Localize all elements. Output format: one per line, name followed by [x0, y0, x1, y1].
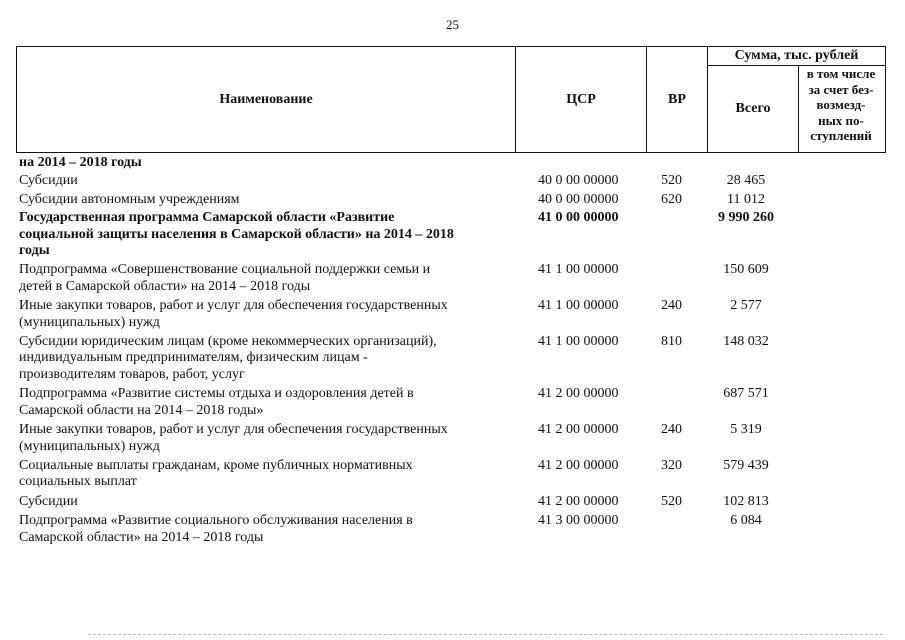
- row-name: [19, 334, 509, 383]
- row-sum: 150 609: [723, 262, 769, 278]
- row-csr: 41 2 00 00000: [538, 493, 619, 509]
- row-sum: 2 577: [730, 298, 762, 314]
- row-name-line: Государственная программа Самарской области «Развитие: [19, 210, 395, 226]
- row-name-line: Субсидии: [19, 493, 78, 509]
- table-row: [0, 494, 905, 510]
- page-divider: [88, 634, 883, 635]
- header-name: Наименование: [219, 91, 313, 107]
- row-sum: 28 465: [726, 173, 766, 189]
- table-row: [0, 262, 905, 295]
- row-name: [19, 210, 509, 259]
- row-sum: 11 012: [727, 191, 765, 207]
- table-row: [0, 458, 905, 491]
- row-sum: 148 032: [723, 334, 769, 350]
- row-name-line: социальной защиты населения в Самарской области» на 2014 – 2018: [19, 226, 454, 242]
- table-row: [0, 210, 905, 259]
- row-name-line: детей в Самарской области» на 2014 – 2018 годы: [19, 278, 311, 294]
- header-note-line: возмезд-: [816, 97, 866, 112]
- row-name-line: производителям товаров, работ, услуг: [19, 366, 245, 382]
- header-sum-group: Сумма, тыс. рублей: [708, 47, 885, 66]
- row-sum: 9 990 260: [718, 210, 774, 226]
- row-name: [19, 262, 509, 295]
- row-csr: 41 2 00 00000: [538, 386, 619, 402]
- row-vr: 240: [661, 422, 682, 438]
- row-name-line: (муниципальных) нужд: [19, 438, 160, 454]
- row-sum: 579 439: [723, 457, 769, 473]
- row-csr: 40 0 00 00000: [538, 173, 619, 189]
- row-name-line: (муниципальных) нужд: [19, 314, 160, 330]
- row-csr: 41 1 00 00000: [538, 298, 619, 314]
- row-name-line: социальных выплат: [19, 474, 137, 490]
- table-header: [16, 46, 886, 153]
- row-sum: 6 084: [730, 513, 762, 529]
- row-name-line: Самарской области на 2014 – 2018 годы»: [19, 402, 264, 418]
- row-name: [19, 513, 509, 546]
- row-vr: 520: [661, 173, 682, 189]
- row-name-line: Субсидии юридическим лицам (кроме некоммерческих организаций),: [19, 334, 437, 350]
- row-name-line: Иные закупки товаров, работ и услуг для обеспечения государственных: [19, 298, 448, 314]
- row-csr: 41 2 00 00000: [538, 422, 619, 438]
- header-note-line: ступлений: [810, 128, 872, 143]
- row-vr: 240: [661, 298, 682, 314]
- row-name: [19, 458, 509, 491]
- table-row: [0, 298, 905, 331]
- table-row: [0, 513, 905, 546]
- row-sum: 687 571: [723, 386, 769, 402]
- row-name-line: индивидуальным предпринимателям, физическим лицам -: [19, 350, 368, 366]
- row-name: [19, 155, 509, 171]
- row-name-line: на 2014 – 2018 годы: [19, 155, 142, 170]
- row-csr: 41 3 00 00000: [538, 513, 619, 529]
- row-vr: 520: [661, 493, 682, 509]
- row-name-line: Субсидии: [19, 173, 78, 189]
- table-row: [0, 192, 905, 208]
- row-name: [19, 298, 509, 331]
- row-name-line: Самарской области» на 2014 – 2018 годы: [19, 529, 264, 545]
- row-name-line: Субсидии автономным учреждениям: [19, 191, 240, 207]
- row-name-line: Подпрограмма «Совершенствование социальной поддержки семьи и: [19, 262, 431, 278]
- header-vr: ВР: [668, 91, 686, 107]
- row-name: [19, 192, 509, 208]
- row-name: [19, 386, 509, 419]
- table-row: [0, 422, 905, 455]
- row-name-line: Иные закупки товаров, работ и услуг для обеспечения государственных: [19, 422, 448, 438]
- row-name-line: Подпрограмма «Развитие социального обслуживания населения в: [19, 513, 413, 529]
- page-number: 25: [446, 17, 459, 32]
- row-name: [19, 494, 509, 510]
- row-name: [19, 173, 509, 189]
- header-note-line: за счет без-: [808, 81, 874, 97]
- header-note-line: в том числе: [806, 66, 876, 81]
- row-vr: 810: [661, 334, 682, 350]
- header-total: Всего: [735, 101, 771, 116]
- row-csr: 41 0 00 00000: [538, 210, 619, 226]
- row-name: [19, 422, 509, 455]
- row-csr: 40 0 00 00000: [538, 191, 619, 207]
- row-vr: 620: [661, 191, 682, 207]
- table-row: [0, 155, 905, 171]
- header-note-line: ных по-: [818, 112, 864, 128]
- row-sum: 102 813: [723, 493, 769, 509]
- table-body: [0, 152, 905, 546]
- row-csr: 41 1 00 00000: [538, 262, 619, 278]
- row-name-line: Подпрограмма «Развитие системы отдыха и оздоровления детей в: [19, 386, 414, 402]
- row-csr: 41 2 00 00000: [538, 457, 619, 473]
- table-row: [0, 386, 905, 419]
- row-sum: 5 319: [730, 422, 762, 438]
- header-incl-free-receipts: [799, 66, 883, 152]
- row-csr: 41 1 00 00000: [538, 334, 619, 350]
- row-name-line: годы: [19, 243, 50, 259]
- table-row: [0, 173, 905, 189]
- row-vr: 320: [661, 457, 682, 473]
- header-csr: ЦСР: [566, 91, 596, 107]
- row-name-line: Социальные выплаты гражданам, кроме публичных нормативных: [19, 457, 413, 473]
- table-row: [0, 334, 905, 383]
